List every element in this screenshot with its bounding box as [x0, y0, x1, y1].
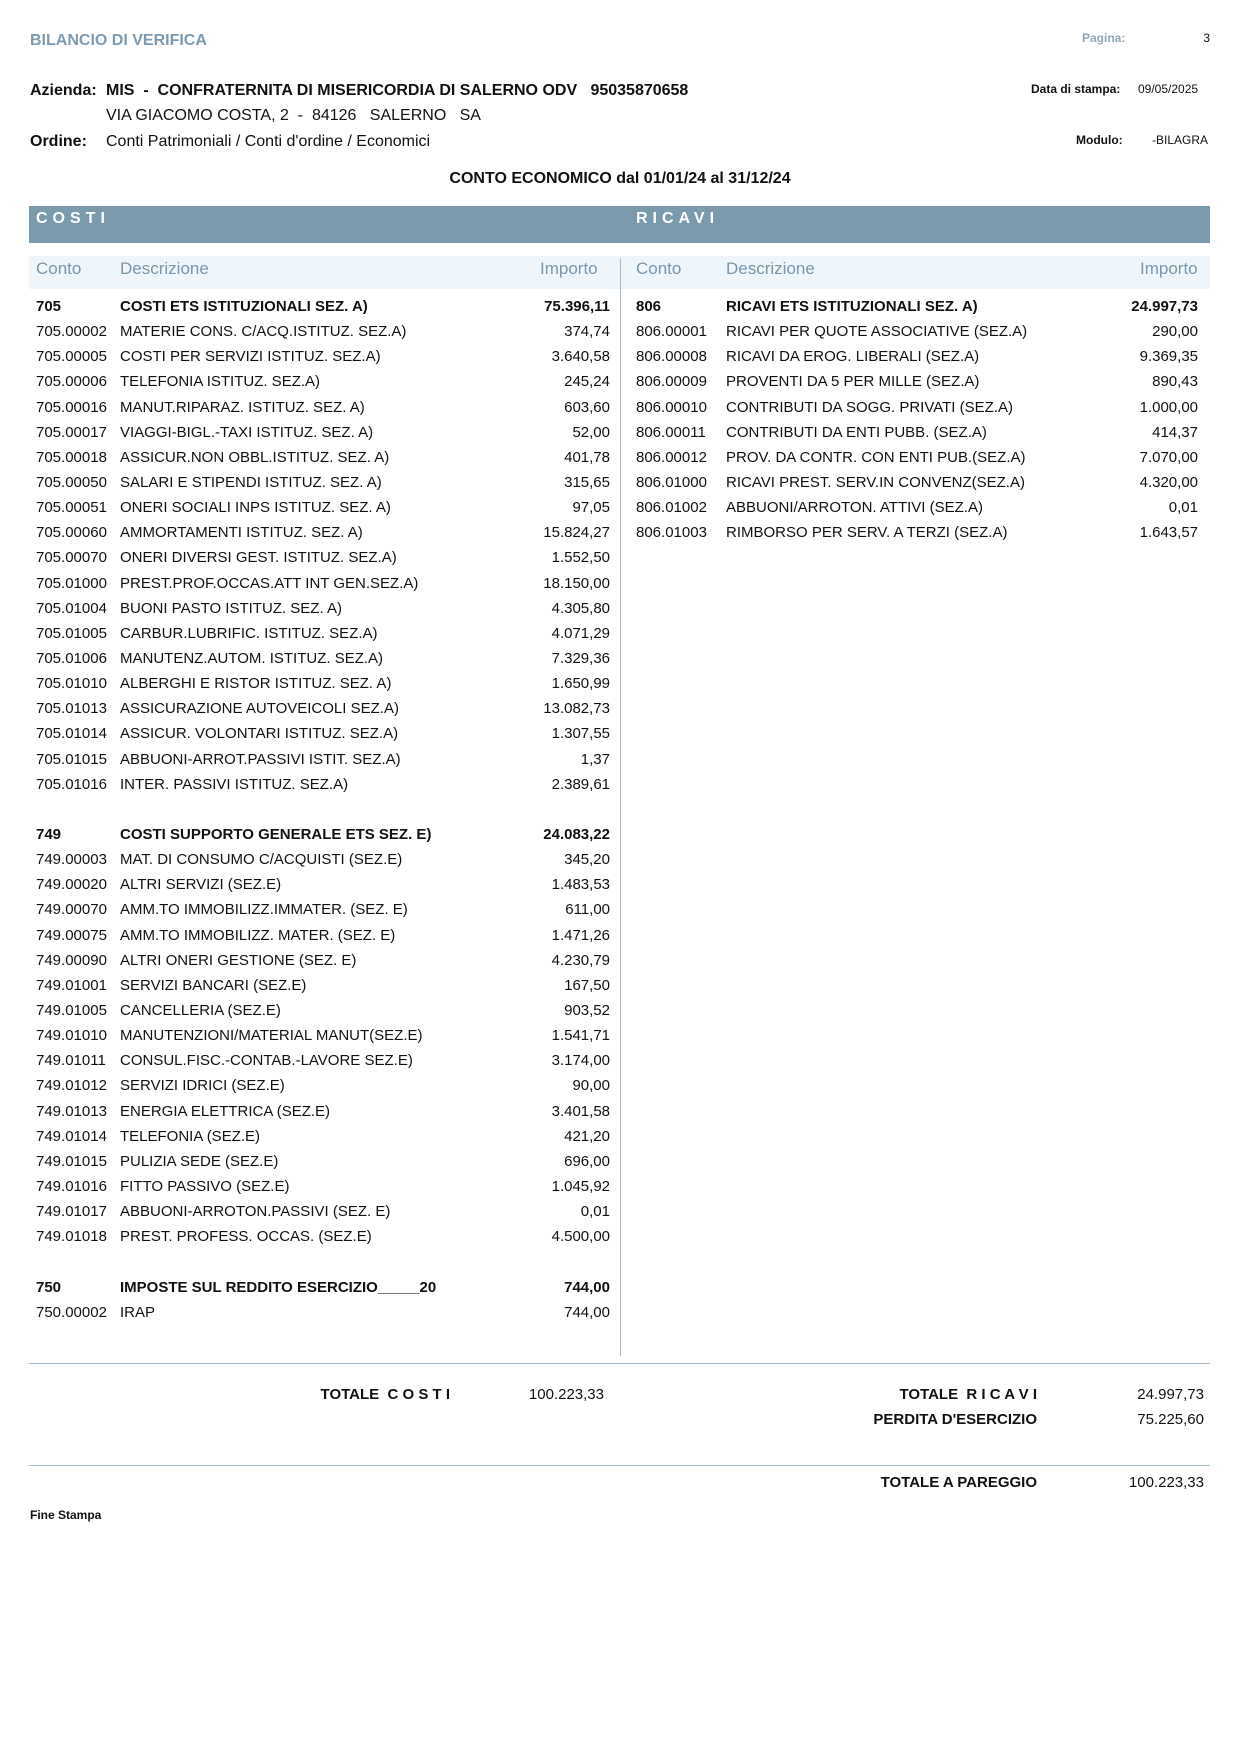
page-label: Pagina: — [1082, 31, 1126, 45]
account-code: 705.00016 — [36, 398, 107, 416]
account-description: ABBUONI-ARROTON.PASSIVI (SEZ. E) — [120, 1203, 391, 1221]
account-amount: 696,00 — [564, 1152, 610, 1170]
account-amount: 890,43 — [1152, 373, 1198, 391]
table-row — [636, 495, 1198, 520]
account-description: CONSUL.FISC.-CONTAB.-LAVORE SEZ.E) — [120, 1052, 413, 1070]
table-row — [36, 621, 610, 646]
account-amount: 1.471,26 — [551, 926, 610, 944]
account-code: 806.00010 — [636, 398, 707, 416]
report-title: CONTO ECONOMICO dal 01/01/24 al 31/12/24 — [449, 170, 791, 187]
account-code: 705 — [36, 298, 62, 316]
account-description: ABBUONI/ARROTON. ATTIVI (SEZ.A) — [726, 499, 983, 517]
company-label: Azienda: — [30, 82, 97, 99]
account-description: INTER. PASSIVI ISTITUZ. SEZ.A) — [120, 775, 349, 793]
account-description: ASSICURAZIONE AUTOVEICOLI SEZ.A) — [120, 700, 399, 718]
account-code: 705.01000 — [36, 574, 107, 592]
account-code: 705.01015 — [36, 750, 107, 768]
account-code: 750.00002 — [36, 1303, 107, 1321]
account-description: MATERIE CONS. C/ACQ.ISTITUZ. SEZ.A) — [120, 323, 407, 341]
table-row — [36, 747, 610, 772]
account-code: 749.01016 — [36, 1177, 107, 1195]
account-code: 749 — [36, 826, 62, 844]
table-row — [36, 344, 610, 369]
account-description: FITTO PASSIVO (SEZ.E) — [120, 1177, 290, 1195]
account-amount: 167,50 — [564, 976, 610, 994]
account-description: CANCELLERIA (SEZ.E) — [120, 1002, 281, 1019]
table-row — [36, 923, 610, 948]
account-amount: 4.230,79 — [551, 951, 610, 969]
account-description: AMMORTAMENTI ISTITUZ. SEZ. A) — [120, 524, 363, 542]
table-row — [36, 897, 610, 922]
account-description: TELEFONIA (SEZ.E) — [120, 1127, 261, 1145]
account-description: IRAP — [120, 1303, 156, 1321]
account-description: ONERI SOCIALI INPS ISTITUZ. SEZ. A) — [120, 499, 391, 517]
table-row — [636, 344, 1198, 369]
table-row — [36, 998, 610, 1023]
table-row — [36, 872, 610, 897]
table-row — [36, 671, 610, 696]
account-amount: 603,60 — [564, 398, 610, 416]
account-amount: 4.305,80 — [551, 599, 610, 617]
account-code: 749.01001 — [36, 976, 107, 994]
end-of-print: Fine Stampa — [30, 1508, 102, 1522]
account-amount: 345,20 — [564, 851, 610, 869]
account-amount: 1,37 — [580, 750, 610, 768]
account-description: ALBERGHI E RISTOR ISTITUZ. SEZ. A) — [120, 675, 392, 693]
account-amount: 1.000,00 — [1139, 398, 1198, 416]
account-description: ALTRI SERVIZI (SEZ.E) — [120, 876, 282, 894]
table-row — [36, 1048, 610, 1073]
account-amount: 245,24 — [564, 373, 610, 391]
account-code: 705.00060 — [36, 524, 107, 542]
account-amount: 401,78 — [564, 448, 610, 466]
total-costs-label: TOTALE C O S T I — [320, 1386, 450, 1403]
account-code: 749.00020 — [36, 876, 107, 894]
module-value: -BILAGRA — [1152, 133, 1209, 147]
account-description: COSTI PER SERVIZI ISTITUZ. SEZ.A) — [120, 348, 381, 366]
account-description: AMM.TO IMMOBILIZZ. MATER. (SEZ. E) — [120, 926, 396, 944]
total-revenues-label: TOTALE R I C A V I — [899, 1386, 1037, 1403]
account-amount: 4.500,00 — [551, 1228, 610, 1246]
account-description: IMPOSTE SUL REDDITO ESERCIZIO_____20 — [120, 1278, 437, 1296]
account-code: 750 — [36, 1278, 62, 1296]
order-value: Conti Patrimoniali / Conti d'ordine / Economici — [106, 133, 431, 150]
page-number: 3 — [1203, 31, 1210, 45]
table-row — [36, 1073, 610, 1098]
account-description: COSTI SUPPORTO GENERALE ETS SEZ. E) — [120, 826, 432, 844]
table-row — [36, 1224, 610, 1249]
account-code: 705.01005 — [36, 624, 107, 642]
account-description: RIMBORSO PER SERV. A TERZI (SEZ.A) — [726, 524, 1008, 542]
order-label: Ordine: — [30, 133, 87, 150]
account-amount: 90,00 — [572, 1077, 610, 1095]
account-code: 806.01002 — [636, 499, 707, 517]
account-amount: 75.396,11 — [544, 298, 610, 316]
costs-section-label: COSTI — [36, 210, 110, 227]
table-row — [36, 1124, 610, 1149]
account-code: 705.00006 — [36, 373, 107, 391]
revenues-table — [636, 294, 1198, 545]
account-code: 749.00090 — [36, 951, 107, 969]
account-description: COSTI ETS ISTITUZIONALI SEZ. A) — [120, 298, 368, 316]
account-description: MAT. DI CONSUMO C/ACQUISTI (SEZ.E) — [120, 851, 403, 869]
table-row — [36, 420, 610, 445]
account-code: 749.01005 — [36, 1002, 107, 1019]
balance-total-value: 100.223,33 — [1128, 1474, 1204, 1491]
company-name: MIS - CONFRATERNITA DI MISERICORDIA DI SALERNO ODV 95035870658 — [106, 82, 689, 99]
account-description: SERVIZI BANCARI (SEZ.E) — [120, 976, 307, 994]
account-description: ENERGIA ELETTRICA (SEZ.E) — [120, 1102, 331, 1120]
account-amount: 9.369,35 — [1139, 348, 1198, 366]
table-row — [36, 696, 610, 721]
account-code: 806.01000 — [636, 474, 707, 492]
loss-label: PERDITA D'ESERCIZIO — [873, 1411, 1037, 1428]
account-description: ASSICUR. VOLONTARI ISTITUZ. SEZ.A) — [120, 725, 399, 743]
account-description: RICAVI PREST. SERV.IN CONVENZ(SEZ.A) — [726, 474, 1025, 492]
table-row — [36, 571, 610, 596]
account-amount: 744,00 — [564, 1303, 610, 1321]
account-description: ONERI DIVERSI GEST. ISTITUZ. SEZ.A) — [120, 549, 397, 567]
table-row — [36, 847, 610, 872]
costs-description-header: Descrizione — [120, 259, 209, 278]
account-code: 806.00009 — [636, 373, 707, 391]
account-description: CARBUR.LUBRIFIC. ISTITUZ. SEZ.A) — [120, 624, 378, 642]
group-row — [36, 822, 610, 847]
table-row — [36, 369, 610, 394]
table-row — [36, 1149, 610, 1174]
print-date-label: Data di stampa: — [1031, 82, 1121, 96]
account-code: 705.00018 — [36, 448, 107, 466]
account-amount: 421,20 — [564, 1127, 610, 1145]
revenues-amount-header: Importo — [1140, 259, 1198, 278]
table-row — [36, 1099, 610, 1124]
account-code: 705.01014 — [36, 725, 107, 743]
account-code: 749.01017 — [36, 1203, 107, 1221]
account-code: 705.01013 — [36, 700, 107, 718]
account-description: BUONI PASTO ISTITUZ. SEZ. A) — [120, 599, 342, 617]
account-code: 749.00003 — [36, 851, 107, 869]
account-amount: 1.643,57 — [1139, 524, 1198, 542]
account-amount: 4.071,29 — [551, 624, 610, 642]
loss-value: 75.225,60 — [1137, 1411, 1204, 1428]
account-amount: 1.483,53 — [551, 876, 610, 894]
account-amount: 3.640,58 — [551, 348, 610, 366]
table-row — [36, 1199, 610, 1224]
spacer-row — [36, 797, 610, 822]
table-row — [36, 973, 610, 998]
account-amount: 97,05 — [572, 499, 610, 517]
account-description: RICAVI DA EROG. LIBERALI (SEZ.A) — [726, 348, 980, 366]
account-code: 749.00070 — [36, 901, 107, 919]
account-amount: 611,00 — [565, 901, 610, 919]
account-amount: 290,00 — [1152, 323, 1198, 341]
account-description: VIAGGI-BIGL.-TAXI ISTITUZ. SEZ. A) — [120, 423, 374, 441]
total-revenues-value: 24.997,73 — [1137, 1386, 1204, 1403]
table-row — [36, 495, 610, 520]
account-code: 705.00050 — [36, 474, 107, 492]
balance-divider — [29, 1465, 1210, 1466]
account-amount: 3.401,58 — [551, 1102, 610, 1120]
account-code: 749.01013 — [36, 1102, 107, 1120]
account-amount: 13.082,73 — [543, 700, 610, 718]
account-description: PROV. DA CONTR. CON ENTI PUB.(SEZ.A) — [726, 448, 1026, 466]
account-description: SERVIZI IDRICI (SEZ.E) — [120, 1077, 285, 1095]
table-row — [36, 1023, 610, 1048]
table-row — [36, 520, 610, 545]
document-title: BILANCIO DI VERIFICA — [30, 32, 207, 49]
account-code: 749.01010 — [36, 1027, 107, 1045]
account-amount: 52,00 — [572, 423, 610, 441]
account-code: 705.00051 — [36, 499, 107, 517]
costs-code-header: Conto — [36, 259, 82, 278]
account-code: 705.00017 — [36, 423, 107, 441]
account-description: PREST. PROFESS. OCCAS. (SEZ.E) — [120, 1228, 372, 1246]
account-amount: 315,65 — [564, 474, 610, 492]
account-description: RICAVI ETS ISTITUZIONALI SEZ. A) — [726, 298, 978, 316]
account-code: 749.01012 — [36, 1077, 107, 1095]
group-row — [36, 1274, 610, 1299]
account-amount: 1.650,99 — [551, 675, 610, 693]
balance-total-label: TOTALE A PAREGGIO — [880, 1474, 1037, 1491]
account-amount: 2.389,61 — [551, 775, 610, 793]
section-header-bar — [29, 206, 1210, 243]
account-description: RICAVI PER QUOTE ASSOCIATIVE (SEZ.A) — [726, 323, 1028, 341]
account-description: AMM.TO IMMOBILIZZ.IMMATER. (SEZ. E) — [120, 901, 408, 919]
table-row — [36, 445, 610, 470]
account-amount: 414,37 — [1152, 423, 1198, 441]
table-row — [36, 319, 610, 344]
account-amount: 24.997,73 — [1131, 298, 1198, 316]
account-amount: 15.824,27 — [543, 524, 610, 542]
account-description: SALARI E STIPENDI ISTITUZ. SEZ. A) — [120, 474, 382, 492]
account-description: PULIZIA SEDE (SEZ.E) — [120, 1152, 279, 1170]
account-description: ALTRI ONERI GESTIONE (SEZ. E) — [120, 951, 357, 969]
revenues-code-header: Conto — [636, 259, 682, 278]
account-code: 749.01018 — [36, 1228, 107, 1246]
group-row — [36, 294, 610, 319]
account-amount: 903,52 — [564, 1002, 610, 1019]
account-amount: 0,01 — [1168, 499, 1198, 517]
account-description: ASSICUR.NON OBBL.ISTITUZ. SEZ. A) — [120, 448, 390, 466]
account-amount: 1.307,55 — [551, 725, 610, 743]
table-row — [36, 646, 610, 671]
table-row — [636, 420, 1198, 445]
table-row — [36, 395, 610, 420]
table-row — [36, 470, 610, 495]
account-code: 806.00001 — [636, 323, 707, 341]
account-amount: 374,74 — [564, 323, 610, 341]
account-description: ABBUONI-ARROT.PASSIVI ISTIT. SEZ.A) — [120, 750, 401, 768]
table-row — [36, 948, 610, 973]
table-row — [636, 445, 1198, 470]
costs-table — [36, 294, 610, 1325]
account-amount: 1.552,50 — [551, 549, 610, 567]
account-code: 705.00005 — [36, 348, 107, 366]
account-code: 806 — [636, 298, 662, 316]
account-code: 806.01003 — [636, 524, 707, 542]
account-amount: 0,01 — [580, 1203, 610, 1221]
account-code: 806.00008 — [636, 348, 707, 366]
table-row — [636, 369, 1198, 394]
table-row — [636, 395, 1198, 420]
account-amount: 744,00 — [564, 1278, 610, 1296]
table-row — [36, 596, 610, 621]
group-row — [636, 294, 1198, 319]
account-description: CONTRIBUTI DA SOGG. PRIVATI (SEZ.A) — [726, 398, 1013, 416]
revenues-description-header: Descrizione — [726, 259, 815, 278]
account-amount: 1.541,71 — [551, 1027, 610, 1045]
account-code: 705.01010 — [36, 675, 107, 693]
account-code: 705.00070 — [36, 549, 107, 567]
account-code: 749.01014 — [36, 1127, 107, 1145]
table-row — [636, 470, 1198, 495]
account-description: MANUTENZ.AUTOM. ISTITUZ. SEZ.A) — [120, 650, 384, 668]
table-row — [636, 520, 1198, 545]
print-date: 09/05/2025 — [1138, 82, 1199, 96]
account-amount: 4.320,00 — [1139, 474, 1198, 492]
account-amount: 1.045,92 — [551, 1177, 610, 1195]
account-code: 806.00012 — [636, 448, 707, 466]
account-code: 705.01004 — [36, 599, 107, 617]
company-address: VIA GIACOMO COSTA, 2 - 84126 SALERNO SA — [106, 107, 481, 124]
account-description: TELEFONIA ISTITUZ. SEZ.A) — [120, 373, 321, 391]
totals-divider — [29, 1363, 1210, 1364]
account-amount: 3.174,00 — [551, 1052, 610, 1070]
account-description: CONTRIBUTI DA ENTI PUBB. (SEZ.A) — [726, 423, 987, 441]
table-row — [36, 1300, 610, 1325]
account-amount: 24.083,22 — [543, 826, 610, 844]
spacer-row — [36, 1249, 610, 1274]
account-code: 749.01015 — [36, 1152, 107, 1170]
account-code: 749.01011 — [36, 1052, 106, 1070]
account-description: PROVENTI DA 5 PER MILLE (SEZ.A) — [726, 373, 980, 391]
account-code: 705.01016 — [36, 775, 107, 793]
revenues-section-label: RICAVI — [636, 210, 720, 227]
table-row — [636, 319, 1198, 344]
account-description: MANUT.RIPARAZ. ISTITUZ. SEZ. A) — [120, 398, 365, 416]
account-code: 806.00011 — [636, 423, 706, 441]
account-code: 749.00075 — [36, 926, 107, 944]
module-label: Modulo: — [1076, 133, 1123, 147]
account-description: PREST.PROF.OCCAS.ATT INT GEN.SEZ.A) — [120, 574, 419, 592]
account-code: 705.00002 — [36, 323, 107, 341]
account-amount: 7.070,00 — [1139, 448, 1198, 466]
table-row — [36, 545, 610, 570]
table-row — [36, 772, 610, 797]
table-row — [36, 721, 610, 746]
account-amount: 18.150,00 — [543, 574, 610, 592]
column-separator — [620, 258, 621, 1356]
account-code: 705.01006 — [36, 650, 107, 668]
costs-amount-header: Importo — [540, 259, 598, 278]
total-costs-value: 100.223,33 — [528, 1386, 604, 1403]
account-amount: 7.329,36 — [551, 650, 610, 668]
account-description: MANUTENZIONI/MATERIAL MANUT(SEZ.E) — [120, 1027, 423, 1045]
table-row — [36, 1174, 610, 1199]
